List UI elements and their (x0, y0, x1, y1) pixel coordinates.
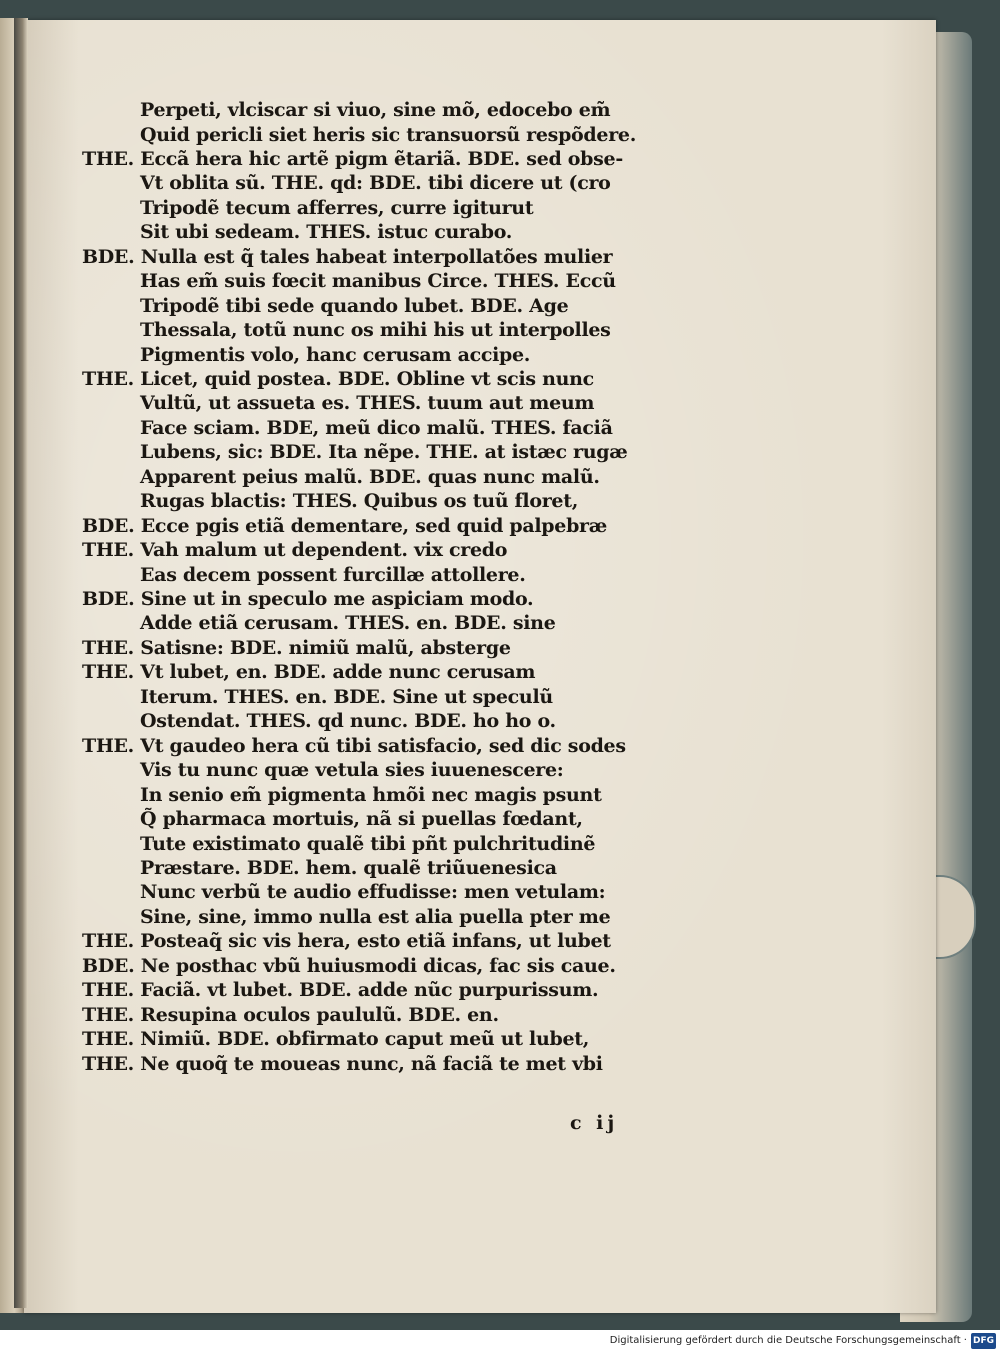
text-line: Sit ubi sedeam. THES. istuc curabo. (140, 221, 513, 244)
text-line: THE. Nimiũ. BDE. obfirmato caput meũ ut lubet, (82, 1028, 590, 1051)
text-line: Tripodẽ tibi sede quando lubet. BDE. Age (140, 294, 569, 317)
signature-mark: c ij (570, 1112, 619, 1134)
text-line: Q̃ pharmaca mortuis, nã si puellas fœdant, (140, 808, 583, 830)
text-line: BDE. Nulla est q̃ tales habeat interpollatões mulier (82, 245, 613, 268)
text-line: Face sciam. BDE, meũ dico malũ. THES. faciã (140, 416, 613, 439)
footer-text: Digitalisierung gefördert durch die Deutsche Forschungsgemeinschaft · (609, 1335, 967, 1346)
text-line: Pigmentis volo, hanc cerusam accipe. (140, 343, 531, 366)
text-line: THE. Faciã. vt lubet. BDE. adde nũc purpurissum. (82, 979, 599, 1002)
text-line: Iterum. THES. en. BDE. Sine ut speculũ (140, 685, 553, 708)
text-line: Tute existimato qualẽ tibi pñt pulchritudinẽ (140, 832, 596, 855)
text-line: BDE. Ne posthac vbũ huiusmodi dicas, fac sis caue. (82, 954, 616, 977)
text-line: Vt oblita sũ. THE. qd: BDE. tibi dicere ut (cro (140, 172, 611, 195)
text-line: THE. Vt gaudeo hera cũ tibi satisfacio, sed dic sodes (82, 734, 626, 757)
footer (610, 1333, 1000, 1349)
text-line: THE. Resupina oculos paululũ. BDE. en. (82, 1003, 499, 1026)
text-line: THE. Satisne: BDE. nimiũ malũ, absterge (82, 636, 511, 659)
text-line: Adde etiã cerusam. THES. en. BDE. sine (140, 612, 556, 635)
book-gutter (14, 18, 28, 1308)
text-line: THE. Posteaq̃ sic vis hera, esto etiã infans, ut lubet (82, 930, 611, 953)
text-line: Rugas blactis: THES. Quibus os tuũ floret, (140, 490, 579, 513)
text-line: THE. Vt lubet, en. BDE. adde nunc cerusam (82, 661, 536, 684)
text-line: Perpeti, vlciscar si viuo, sine mõ, edocebo em̃ (140, 99, 611, 121)
text-line: Præstare. BDE. hem. qualẽ triũuenesica (140, 856, 557, 879)
text-line: Vultũ, ut assueta es. THES. tuum aut meum (140, 392, 595, 415)
text-line: In senio em̃ pigmenta hmõi nec magis psunt (140, 783, 602, 806)
text-line: Apparent peius malũ. BDE. quas nunc malũ. (140, 465, 600, 488)
text-line: Eas decem possent furcillæ attollere. (140, 563, 526, 586)
text-line: Nunc verbũ te audio effudisse: men vetulam: (140, 881, 606, 904)
text-line: Ostendat. THES. qd nunc. BDE. ho ho o. (140, 710, 556, 733)
text-line: Thessala, totũ nunc os mihi his ut interpolles (140, 319, 611, 341)
text-line: THE. Licet, quid postea. BDE. Obline vt scis nunc (82, 367, 594, 390)
text-line: Vis tu nunc quæ vetula sies iuuenescere: (140, 759, 564, 782)
text-line: THE. Vah malum ut dependent. vix credo (82, 539, 508, 562)
text-line: BDE. Ecce pgis etiã dementare, sed quid palpebræ (82, 514, 607, 537)
text-line: THE. Ne quoq̃ te moueas nunc, nã faciã te met vbi (82, 1052, 603, 1075)
text-line: Quid pericli siet heris sic transuorsũ respõdere. (140, 123, 637, 146)
text-line: Lubens, sic: BDE. Ita nẽpe. THE. at istæc rugæ (140, 441, 628, 464)
text-line: Has em̃ suis fœcit manibus Circe. THES. Eccũ (140, 270, 616, 293)
text-line: BDE. Sine ut in speculo me aspiciam modo. (82, 588, 534, 610)
text-line: Tripodẽ tecum afferres, curre igiturut (140, 196, 534, 219)
dfg-logo: DFG (971, 1333, 996, 1349)
text-line: THE. Eccã hera hic artẽ pigm ẽtariã. BDE. sed obse- (82, 147, 623, 170)
text-line: Sine, sine, immo nulla est alia puella pter me (140, 905, 611, 928)
